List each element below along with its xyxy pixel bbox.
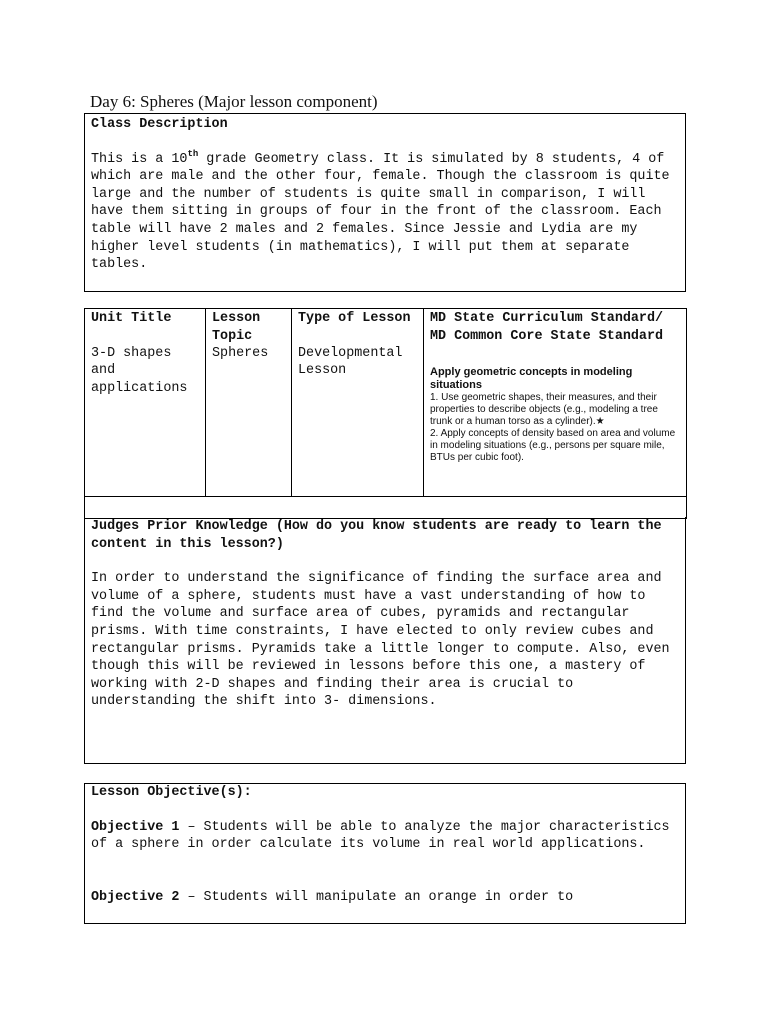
lesson-topic-header: Lesson Topic <box>212 311 261 344</box>
objective-1-label: Objective 1 <box>91 819 180 835</box>
standard-detail-title: Apply geometric concepts in modeling situations <box>430 366 633 392</box>
unit-title-value: 3-D shapes and applications <box>91 345 188 396</box>
objective-1-text: – Students will be able to analyze the major characteristics of a sphere in order calculate its volume in real world applications. <box>91 819 670 853</box>
unit-table <box>84 308 687 519</box>
prior-knowledge-heading: Judges Prior Knowledge (How do you know students are ready to learn the content in this lesson?) <box>91 519 662 552</box>
class-description-superscript: th <box>187 148 199 159</box>
unit-table-empty-row <box>85 497 687 519</box>
objective-2 <box>91 889 679 907</box>
objective-2-label: Objective 2 <box>91 889 180 905</box>
type-of-lesson-cell <box>292 309 424 497</box>
class-description-heading: Class Description <box>91 117 228 132</box>
lesson-objectives-box <box>84 783 686 924</box>
unit-title-cell <box>85 309 206 497</box>
type-of-lesson-value: Developmental Lesson <box>298 345 403 379</box>
lesson-topic-value: Spheres <box>212 346 269 362</box>
prior-knowledge-box <box>84 517 686 764</box>
standard-detail-item-2: 2. Apply concepts of density based on area and volume in modeling situations (e.g., persons per square mile, BTUs per cubic foot). <box>430 428 676 464</box>
unit-title-header: Unit Title <box>91 311 172 326</box>
standard-header: MD State Curriculum Standard/ MD Common Core State Standard <box>430 311 664 344</box>
objective-2-text: – Students will manipulate an orange in order to <box>179 889 574 905</box>
standard-cell <box>424 309 687 497</box>
class-description-text-start: This is a 10 <box>91 151 188 167</box>
type-of-lesson-header: Type of Lesson <box>298 311 411 326</box>
objective-1 <box>91 819 679 854</box>
lesson-topic-cell <box>206 309 292 497</box>
lesson-objectives-heading: Lesson Objective(s): <box>91 785 252 800</box>
standard-detail-item-1: 1. Use geometric shapes, their measures, and their properties to describe objects (e.g., modeling a tree trunk or a human torso as a cylinder).★ <box>430 392 658 428</box>
class-description-text-rest: grade Geometry class. It is simulated by 8 students, 4 of which are male and the other four, female. Though the classroom is quite large and the number of students is quite small in comparison, I will have them sitting in groups of four in the front of the classroom. Each table will have 2 males and 2 females. Since Jessie and Lydia are my higher level students (in mathematics), I will put them at separate tables. <box>91 151 670 273</box>
prior-knowledge-text: In order to understand the significance of finding the surface area and volume of a sphere, students must have a vast understanding of how to find the volume and surface area of cubes, pyramids and rectangular prisms. With time constraints, I have elected to only review cubes and rectangular prisms. Pyramids take a little longer to compute. Also, even though this will be reviewed in lessons before this one, a mastery of working with 2-D shapes and finding their area is crucial to understanding the shift into 3- dimensions. <box>91 571 670 710</box>
class-description-box <box>84 113 686 292</box>
class-description-text <box>91 148 679 274</box>
page-title: Day 6: Spheres (Major lesson component) <box>90 92 378 111</box>
